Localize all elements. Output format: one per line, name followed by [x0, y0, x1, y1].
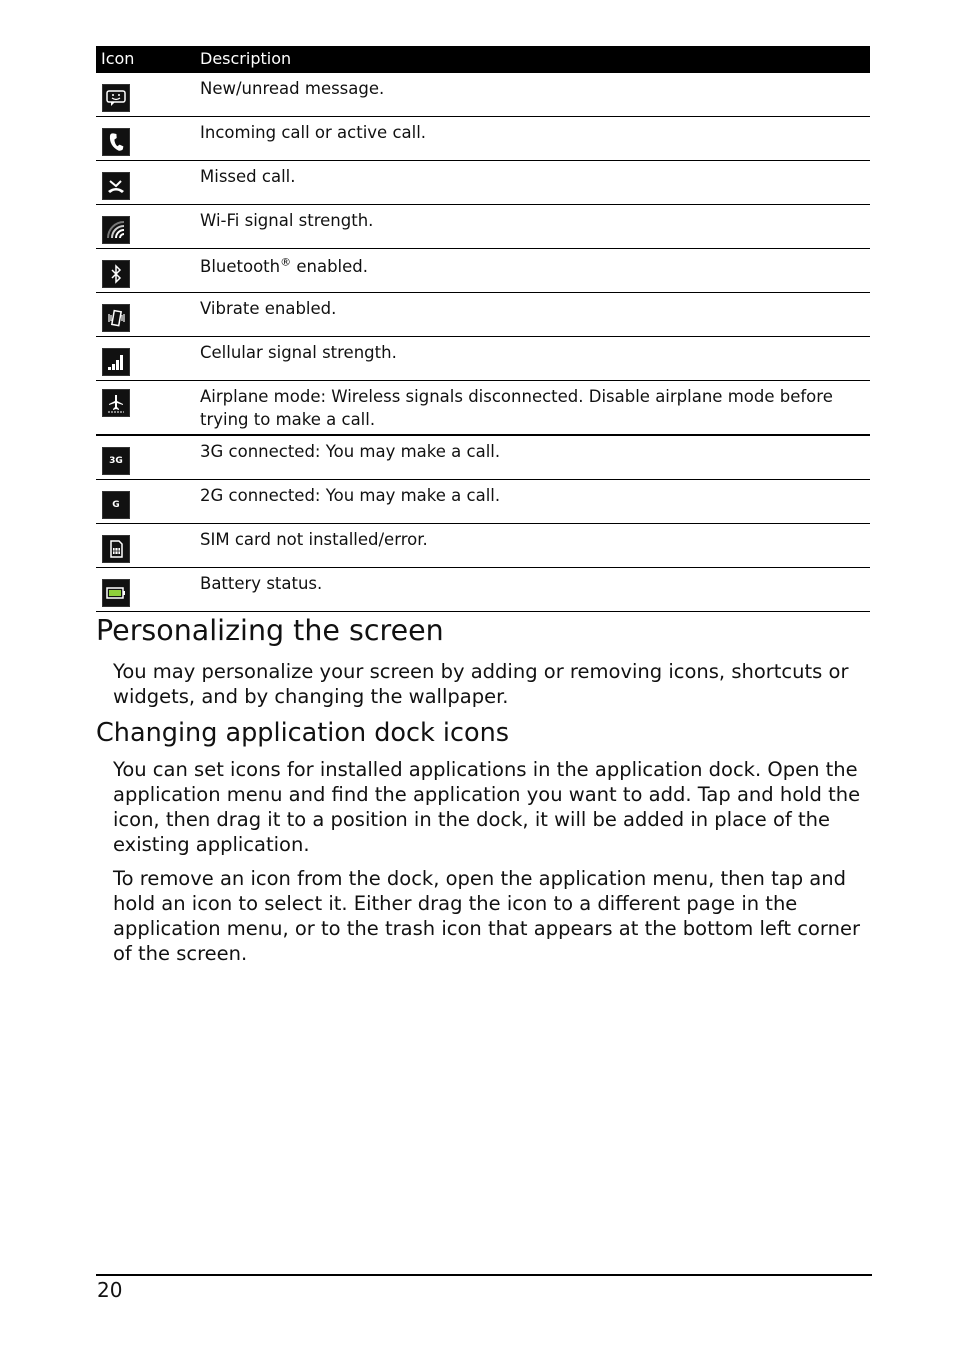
table-row	[96, 480, 870, 524]
table-row	[96, 161, 870, 205]
row-description: Missed call.	[200, 167, 296, 186]
table-row	[96, 117, 870, 161]
phone-icon	[102, 128, 130, 156]
row-description: Vibrate enabled.	[200, 299, 337, 318]
registered-mark: ®	[280, 255, 292, 269]
table-row	[96, 337, 870, 381]
battery-icon	[102, 579, 130, 607]
footer-rule	[96, 1274, 872, 1276]
wifi-icon	[102, 216, 130, 244]
row-description	[200, 255, 850, 278]
row-description: Cellular signal strength.	[200, 343, 397, 362]
table-row	[96, 524, 870, 568]
row-description: Incoming call or active call.	[200, 123, 427, 142]
subsection-heading: Changing application dock icons	[96, 718, 510, 748]
subsection-paragraph-1: You can set icons for installed applications in the application dock. Open the application menu and find the application you want to add. Tap and hold the icon, then drag it to a position in the dock, it will be added in place of the existing application.	[113, 758, 861, 856]
section-heading: Personalizing the screen	[96, 614, 444, 647]
2g-icon-label: G	[112, 500, 120, 510]
airplane-icon	[102, 389, 130, 417]
table-header	[96, 46, 870, 73]
sim-card-icon	[102, 535, 130, 563]
2g-icon	[102, 491, 130, 519]
row-description: Airplane mode: Wireless signals disconnected. Disable airplane mode before trying to make a call.	[200, 387, 833, 429]
table-row	[96, 249, 870, 293]
table-row	[96, 381, 870, 436]
table-row	[96, 293, 870, 337]
section-intro: You may personalize your screen by adding or removing icons, shortcuts or widgets, and by changing the wallpaper.	[113, 660, 849, 708]
row-description: 2G connected: You may make a call.	[200, 486, 501, 505]
row-description: SIM card not installed/error.	[200, 530, 428, 549]
row-description: 3G connected: You may make a call.	[200, 442, 501, 461]
table-row	[96, 568, 870, 612]
message-icon	[102, 84, 130, 112]
table-row	[96, 73, 870, 117]
header-description: Description	[200, 49, 292, 68]
row-description: New/unread message.	[200, 79, 385, 98]
bluetooth-text-after: enabled.	[291, 257, 369, 276]
header-icon: Icon	[101, 49, 135, 68]
vibrate-icon	[102, 304, 130, 332]
row-description: Battery status.	[200, 574, 323, 593]
page-number: 20	[97, 1278, 123, 1302]
missed-call-icon	[102, 172, 130, 200]
status-icon-table	[96, 46, 870, 612]
row-description: Wi-Fi signal strength.	[200, 211, 374, 230]
cellular-signal-icon	[102, 348, 130, 376]
table-row	[96, 205, 870, 249]
3g-icon-label: 3G	[109, 456, 123, 466]
subsection-paragraph-2: To remove an icon from the dock, open the application menu, then tap and hold an icon to select it. Either drag the icon to a different page in the application menu, or to the trash icon that appears at the bottom left corner of the screen.	[113, 867, 860, 965]
3g-icon	[102, 447, 130, 475]
bluetooth-text: Bluetooth	[200, 257, 281, 276]
table-row	[96, 436, 870, 480]
bluetooth-icon	[102, 260, 130, 288]
